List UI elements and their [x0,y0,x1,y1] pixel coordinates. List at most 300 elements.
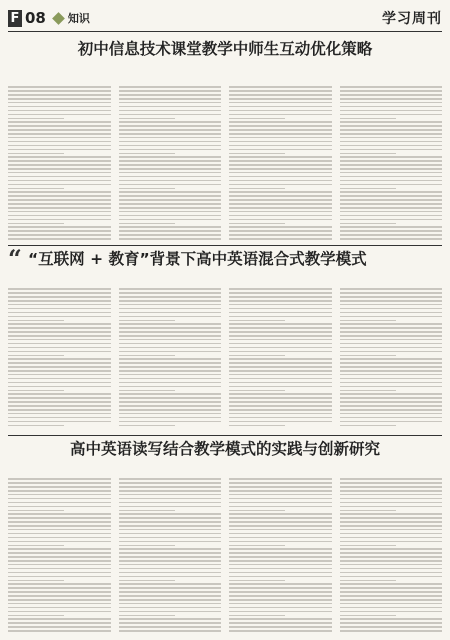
body-text-line [119,510,175,512]
body-text-line [229,513,332,515]
body-text-line [340,378,443,380]
body-text-line [119,513,222,515]
body-text-line [229,347,332,349]
body-text-line [229,401,332,403]
body-text-line [340,149,443,151]
body-text-line [119,90,222,92]
body-text-line [8,622,111,624]
body-text-line [340,607,443,609]
body-text-line [8,86,111,88]
body-text-line [119,611,222,613]
body-text-line [119,525,222,527]
body-text-line [340,230,443,232]
body-text-line [8,238,111,240]
body-text-line [119,498,222,500]
body-text-line [8,382,111,384]
body-text-line [340,490,443,492]
body-text-line [119,548,222,550]
body-text-line [8,351,111,353]
body-text-line [340,308,443,310]
body-text-line [229,238,332,240]
body-text-line [119,556,222,558]
body-text-line [340,168,443,170]
body-text-line [119,223,175,225]
body-text-line [8,304,111,306]
body-text-line [8,106,111,108]
body-text-line [340,323,443,325]
body-text-line [229,164,332,166]
body-text-line [8,564,111,566]
body-text-line [119,494,222,496]
body-text-line [340,548,443,550]
body-text-line [119,622,222,624]
body-text-line [119,362,222,364]
body-text-line [229,572,332,574]
body-text-line [340,335,443,337]
body-text-line [229,199,332,201]
body-text-line [340,595,443,597]
body-text-line [8,533,111,535]
body-text-line [119,145,222,147]
diamond-icon [52,12,65,25]
body-text-line [340,591,443,593]
body-text-line [119,304,222,306]
body-text-line [8,327,111,329]
article-column [340,84,443,240]
body-text-line [340,238,443,240]
body-text-line [229,195,332,197]
body-text-line [119,110,222,112]
body-text-line [340,615,396,617]
body-text-line [229,339,332,341]
body-text-line [229,382,332,384]
body-text-line [119,180,222,182]
body-text-line [119,125,222,127]
body-text-line [229,556,332,558]
body-text-line [229,300,332,302]
body-text-line [119,417,222,419]
body-text-line [229,320,285,322]
body-text-line [340,576,443,578]
body-text-line [8,397,111,399]
body-text-line [229,405,332,407]
body-text-line [8,184,111,186]
body-text-line [229,425,285,427]
article-body-columns [8,286,442,430]
body-text-line [8,521,111,523]
body-text-line [8,560,111,562]
body-text-line [340,102,443,104]
body-text-line [119,168,222,170]
body-text-line [119,323,222,325]
masthead-rule [8,31,442,32]
body-text-line [340,382,443,384]
masthead [8,8,442,28]
body-text-line [229,316,332,318]
body-text-line [229,191,332,193]
body-text-line [229,494,332,496]
body-text-line [8,339,111,341]
body-text-line [8,611,111,613]
body-text-line [8,156,111,158]
body-text-line [119,156,222,158]
body-text-line [8,195,111,197]
section-name: 知识 [67,12,90,25]
article-3 [8,440,442,632]
body-text-line [8,203,111,205]
body-text-line [229,583,332,585]
body-text-line [229,180,332,182]
page-letter: F [8,10,22,27]
body-text-line [8,141,111,143]
body-text-line [229,296,332,298]
article-column [229,476,332,632]
body-text-line [8,486,111,488]
body-text-line [119,382,222,384]
body-text-line [8,390,64,392]
body-text-line [8,421,111,423]
body-text-line [119,595,222,597]
body-text-line [8,545,64,547]
body-text-line [119,335,222,337]
body-text-line [8,125,111,127]
body-text-line [119,393,222,395]
body-text-line [340,568,443,570]
body-text-line [8,513,111,515]
article-headline: 高中英语读写结合教学模式的实践与创新研究 [69,440,380,458]
body-text-line [229,568,332,570]
body-text-line [340,618,443,620]
body-text-line [119,603,222,605]
body-text-line [8,541,111,543]
body-text-line [229,370,332,372]
body-text-line [119,607,222,609]
body-text-line [119,347,222,349]
body-text-line [119,517,222,519]
body-text-line [229,149,332,151]
body-text-line [340,219,443,221]
body-text-line [119,98,222,100]
body-text-line [8,296,111,298]
body-text-line [340,529,443,531]
body-text-line [8,98,111,100]
body-text-line [119,351,222,353]
body-text-line [8,172,111,174]
body-text-line [119,630,222,632]
body-text-line [229,184,332,186]
body-text-line [119,316,222,318]
body-text-line [340,137,443,139]
body-text-line [119,599,222,601]
body-text-line [229,502,332,504]
body-text-line [340,94,443,96]
body-text-line [119,541,222,543]
body-text-line [229,351,332,353]
body-text-line [340,421,443,423]
body-text-line [340,494,443,496]
body-text-line [229,390,285,392]
body-text-line [340,125,443,127]
body-text-line [340,343,443,345]
body-text-line [340,498,443,500]
body-text-line [119,529,222,531]
body-text-line [119,219,222,221]
article-headline: “互联网 + 教育”背景下高中英语混合式教学模式 [28,250,367,268]
body-text-line [119,137,222,139]
body-text-line [8,223,64,225]
body-text-line [340,502,443,504]
body-text-line [229,343,332,345]
body-text-line [229,121,332,123]
body-text-line [8,630,111,632]
body-text-line [119,401,222,403]
body-text-line [8,160,111,162]
body-text-line [340,599,443,601]
body-text-line [340,630,443,632]
body-text-line [119,478,222,480]
quote-mark-icon: “ [8,244,22,273]
body-text-line [119,226,222,228]
body-text-line [8,607,111,609]
body-text-line [229,234,332,236]
body-text-line [8,386,111,388]
section-divider [8,435,442,436]
body-text-line [229,98,332,100]
body-text-line [340,207,443,209]
body-text-line [8,168,111,170]
body-text-line [229,176,332,178]
body-text-line [340,188,396,190]
body-text-line [229,211,332,213]
body-text-line [119,308,222,310]
body-text-line [8,362,111,364]
body-text-line [8,556,111,558]
body-text-line [229,599,332,601]
body-text-line [119,618,222,620]
body-text-line [229,490,332,492]
body-text-line [8,331,111,333]
body-text-line [340,580,396,582]
body-text-line [340,300,443,302]
body-text-line [340,292,443,294]
body-text-line [8,626,111,628]
body-text-line [229,223,285,225]
body-text-line [119,486,222,488]
body-text-line [8,316,111,318]
article-column [119,476,222,632]
body-text-line [229,86,332,88]
body-text-line [340,288,443,290]
body-text-line [119,160,222,162]
article-body-columns [8,84,442,240]
body-text-line [340,513,443,515]
body-text-line [340,370,443,372]
body-text-line [119,118,175,120]
body-text-line [119,133,222,135]
body-text-line [119,172,222,174]
body-text-line [340,351,443,353]
body-text-line [119,320,175,322]
body-text-line [119,533,222,535]
body-text-line [119,114,222,116]
body-text-line [340,482,443,484]
body-text-line [340,172,443,174]
article-headline: 初中信息技术课堂教学中师生互动优化策略 [77,40,373,58]
article-2 [8,244,442,430]
body-text-line [119,413,222,415]
body-text-line [8,591,111,593]
body-text-line [119,421,222,423]
body-text-line [8,482,111,484]
body-text-line [119,626,222,628]
body-text-line [340,425,396,427]
body-text-line [340,98,443,100]
body-text-line [340,510,396,512]
article-column [340,476,443,632]
body-text-line [340,203,443,205]
body-text-line [340,121,443,123]
body-text-line [8,219,111,221]
body-text-line [229,141,332,143]
body-text-line [229,374,332,376]
body-text-line [119,576,222,578]
body-text-line [8,211,111,213]
body-text-line [340,215,443,217]
body-text-line [8,133,111,135]
body-text-line [229,397,332,399]
body-text-line [8,370,111,372]
body-text-line [119,587,222,589]
body-text-line [340,545,396,547]
body-text-line [229,386,332,388]
body-text-line [229,576,332,578]
body-text-line [8,137,111,139]
body-text-line [340,316,443,318]
body-text-line [340,587,443,589]
body-text-line [229,615,285,617]
body-text-line [229,358,332,360]
body-text-line [8,580,64,582]
body-text-line [8,343,111,345]
article-column [340,286,443,430]
body-text-line [8,118,64,120]
body-text-line [229,564,332,566]
body-text-line [119,94,222,96]
body-text-line [119,292,222,294]
body-text-line [119,425,175,427]
body-text-line [119,195,222,197]
body-text-line [340,327,443,329]
body-text-line [340,180,443,182]
body-text-line [8,537,111,539]
body-text-line [229,533,332,535]
section-tag [54,10,90,26]
body-text-line [8,405,111,407]
body-text-line [229,129,332,131]
body-text-line [119,238,222,240]
body-text-line [229,226,332,228]
body-text-line [340,223,396,225]
body-text-line [8,188,64,190]
body-text-line [119,537,222,539]
body-text-line [119,591,222,593]
body-text-line [340,211,443,213]
body-text-line [340,611,443,613]
body-text-line [229,603,332,605]
body-text-line [229,580,285,582]
body-text-line [8,129,111,131]
body-text-line [340,199,443,201]
body-text-line [340,525,443,527]
body-text-line [340,541,443,543]
body-text-line [340,153,396,155]
body-text-line [340,397,443,399]
body-text-line [119,560,222,562]
body-text-line [340,386,443,388]
body-text-line [119,545,175,547]
body-text-line [229,552,332,554]
body-text-line [8,529,111,531]
body-text-line [8,425,64,427]
body-text-line [119,482,222,484]
body-text-line [229,421,332,423]
body-text-line [340,106,443,108]
body-text-line [8,215,111,217]
article-column [8,286,111,430]
body-text-line [340,564,443,566]
body-text-line [8,478,111,480]
body-text-line [8,110,111,112]
body-text-line [8,587,111,589]
body-text-line [119,564,222,566]
body-text-line [119,339,222,341]
body-text-line [340,226,443,228]
body-text-line [8,502,111,504]
body-text-line [229,366,332,368]
body-text-line [229,133,332,135]
article-column [8,84,111,240]
body-text-line [340,156,443,158]
body-text-line [119,300,222,302]
body-text-line [8,498,111,500]
body-text-line [8,323,111,325]
body-text-line [8,548,111,550]
body-text-line [8,199,111,201]
body-text-line [119,129,222,131]
body-text-line [340,114,443,116]
body-text-line [8,603,111,605]
body-text-line [229,611,332,613]
article-column [8,476,111,632]
article-column [229,84,332,240]
body-text-line [8,292,111,294]
body-text-line [229,102,332,104]
body-text-line [119,552,222,554]
body-text-line [340,110,443,112]
body-text-line [340,537,443,539]
body-text-line [229,355,285,357]
body-text-line [119,106,222,108]
body-text-line [8,506,111,508]
body-text-line [119,102,222,104]
body-text-line [8,615,64,617]
page-number-value: 08 [25,9,46,27]
body-text-line [8,226,111,228]
body-text-line [340,556,443,558]
body-text-line [340,145,443,147]
body-text-line [340,583,443,585]
body-text-line [340,320,396,322]
